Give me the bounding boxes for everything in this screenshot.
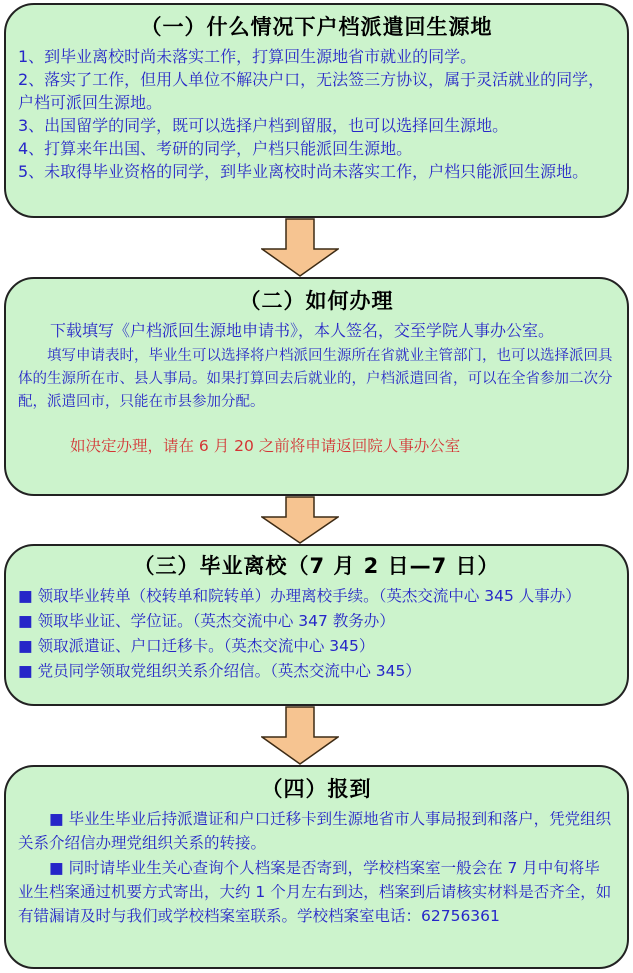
step2-deadline-note: 如决定办理，请在 6 月 20 之前将申请返回院人事办公室 <box>70 437 461 455</box>
step2-paragraph: 下载填写《户档派回生源地申请书》，本人签名，交至学院人事办公室。 <box>50 321 555 340</box>
step4-title: （四）报到 <box>261 777 372 801</box>
step2-how-to-apply-box <box>4 277 629 496</box>
step1-item: 4、打算来年出国、考研的同学，户档只能派回生源地。 <box>18 139 413 158</box>
step1-item: 3、出国留学的同学，既可以选择户档到留服，也可以选择回生源地。 <box>18 116 509 135</box>
step3-item: ■ 领取派遣证、户口迁移卡。（英杰交流中心 345） <box>18 637 375 655</box>
step4-item: ■ 毕业生毕业后持派遣证和户口迁移卡到生源地省市人事局报到和落户，凭党组织关系介绍信办理党组织关系的转接。 <box>18 810 612 852</box>
down-arrow-icon <box>0 218 616 277</box>
step1-why-dispatch-box <box>4 3 629 218</box>
step2-title: （二）如何办理 <box>239 289 394 313</box>
step4-register-box <box>4 765 629 969</box>
step1-item: 5、未取得毕业资格的同学，到毕业离校时尚未落实工作，户档只能派回生源地。 <box>18 162 589 181</box>
step1-item: 2、落实了工作，但用人单位不解决户口，无法签三方协议，属于灵活就业的同学，户档可派回生源地。 <box>18 70 605 112</box>
down-arrow-icon <box>0 706 616 765</box>
step3-item: ■ 领取毕业转单（校转单和院转单）办理离校手续。（英杰交流中心 345 人事办） <box>18 587 581 605</box>
step3-title: （三）毕业离校（7 月 2 日—7 日） <box>133 554 500 578</box>
down-arrow-icon <box>0 496 616 544</box>
step4-item: ■ 同时请毕业生关心查询个人档案是否寄到，学校档案室一般会在 7 月中旬将毕业生档案通过机要方式寄出，大约 1 个月左右到达，档案到后请核实材料是否齐全，如有错漏请及时与我们或学校档案室联系。学校档案室电话：62756361 <box>18 859 612 925</box>
step1-item: 1、到毕业离校时尚未落实工作，打算回生源地省市就业的同学。 <box>18 47 477 66</box>
step3-leave-school-box <box>4 544 629 706</box>
step3-item: ■ 领取毕业证、学位证。（英杰交流中心 347 教务办） <box>18 612 395 630</box>
step2-paragraph: 填写申请表时，毕业生可以选择将户档派回生源所在省就业主管部门，也可以选择派回具体的生源所在市、县人事局。如果打算回去后就业的，户档派遣回省，可以在全省参加二次分配，派遣回市，只能在市县参加分配。 <box>18 348 613 410</box>
step3-item: ■ 党员同学领取党组织关系介绍信。（英杰交流中心 345） <box>18 662 421 680</box>
step1-title: （一）什么情况下户档派遣回生源地 <box>140 15 493 39</box>
